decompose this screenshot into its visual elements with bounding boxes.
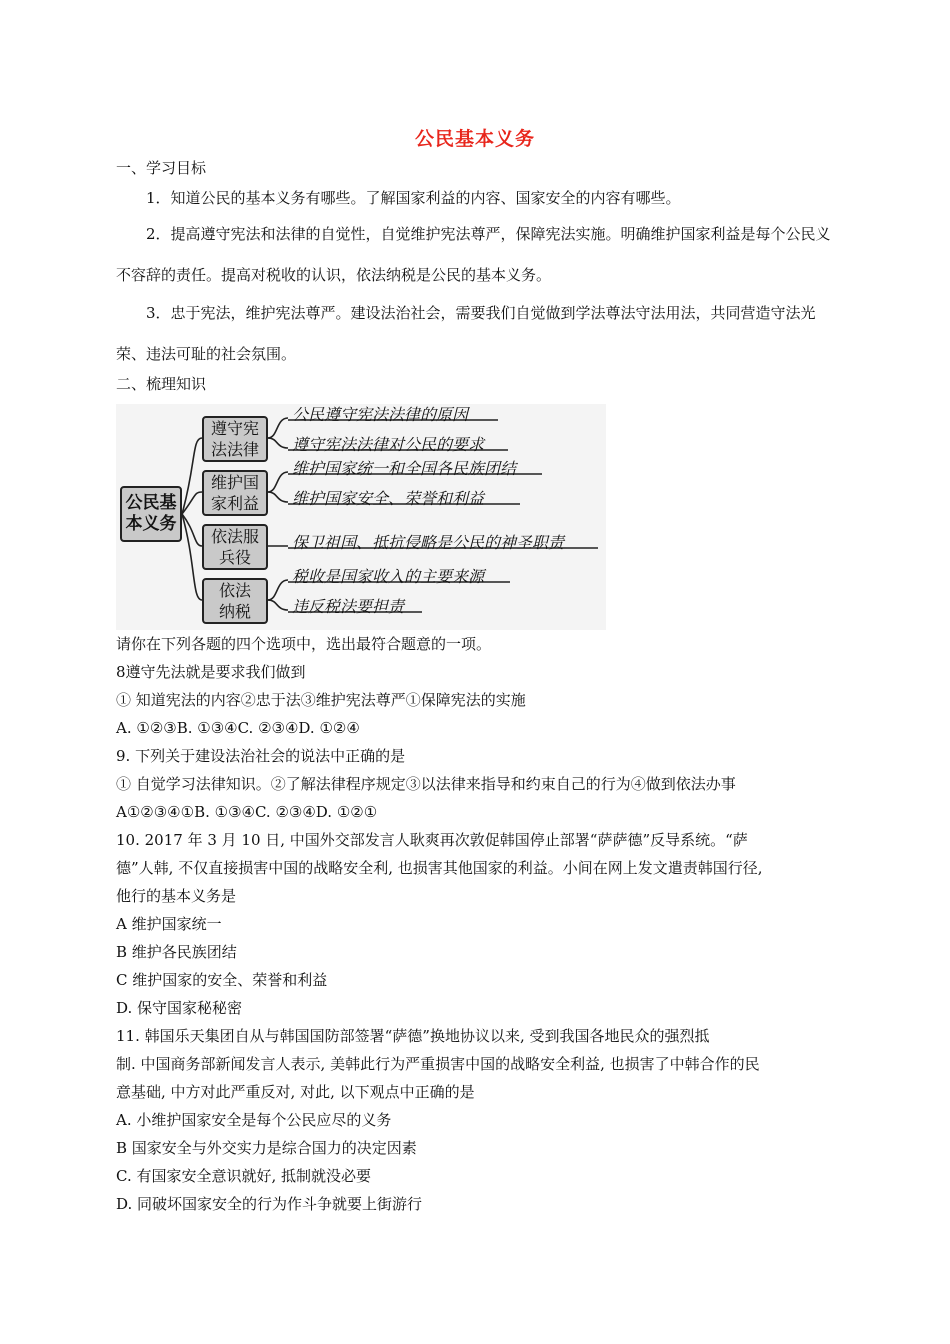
question-10-stem-line-1: 10. 2017 年 3 月 10 日, 中国外交部发言人耿爽再次敦促韩国停止部署“萨萨德”反导系统。“萨 (116, 831, 748, 849)
section-heading-goals: 一、学习目标 (116, 159, 207, 177)
question-11-choice-b: B 国家安全与外交实力是综合国力的决定因素 (116, 1139, 417, 1157)
goal-item-1: 1．知道公民的基本义务有哪些。了解国家利益的内容、国家安全的内容有哪些。 (146, 189, 681, 207)
question-10-choice-c: C 维护国家的安全、荣誉和利益 (116, 971, 328, 989)
leaf-unity: 维护国家统一和全国各民族团结 (292, 459, 517, 478)
question-9-options: A①②③④①B. ①③④C. ②③④D. ①②① (116, 803, 378, 821)
question-8-stem: 8遵守先法就是要求我们做到 (116, 663, 306, 681)
knowledge-mind-map (116, 404, 606, 630)
branch-military-service: 依法服 兵役 (202, 524, 268, 570)
leaf-tax-source: 税收是国家收入的主要来源 (292, 567, 485, 586)
question-10-choice-d: D. 保守国家秘秘密 (116, 999, 243, 1017)
question-11-choice-a: A. 小维护国家安全是每个公民应尽的义务 (116, 1111, 392, 1129)
question-11-stem-line-3: 意基础, 中方对此严重反对, 对此, 以下观点中正确的是 (116, 1083, 475, 1101)
branch-pay-taxes: 依法 纳税 (202, 578, 268, 624)
leaf-obey-requirement: 遵守宪法法律对公民的要求 (292, 435, 485, 454)
question-11-choice-d: D. 同破坏国家安全的行为作斗争就要上街游行 (116, 1195, 423, 1213)
question-8-statements: ① 知道宪法的内容②忠于法③维护宪法尊严①保障宪法的实施 (116, 691, 526, 709)
leaf-obey-reason: 公民遵守宪法法律的原因 (292, 405, 469, 424)
question-9-statements: ① 自觉学习法律知识。②了解法律程序规定③以法律来指导和约束自己的行为④做到依法办事 (116, 775, 736, 793)
goal-item-2: 2．提高遵守宪法和法律的自觉性，自觉维护宪法尊严，保障宪法实施。明确维护国家利益是每个公民义不容辞的责任。提高对税收的认识，依法纳税是公民的基本义务。 (116, 225, 831, 284)
question-10-choice-a: A 维护国家统一 (116, 915, 222, 933)
leaf-tax-liability: 违反税法要担责 (292, 597, 405, 616)
leaf-defend: 保卫祖国、抵抗侵略是公民的神圣职责 (292, 533, 565, 552)
question-10-stem-line-3: 他行的基本义务是 (116, 887, 237, 905)
question-11-stem-line-1: 11. 韩国乐天集团自从与韩国国防部签署“萨德”换地协议以来, 受到我国各地民众的强烈抵 (116, 1027, 710, 1045)
question-8-options: A. ①②③B. ①③④C. ②③④D. ①②④ (116, 719, 360, 737)
mind-map-root: 公民基 本义务 (120, 486, 182, 542)
branch-national-interest: 维护国 家利益 (202, 470, 268, 516)
question-11-choice-c: C. 有国家安全意识就好, 抵制就没必要 (116, 1167, 372, 1185)
section-heading-knowledge: 二、梳理知识 (116, 375, 207, 393)
branch-obey-constitution: 遵守宪 法法律 (202, 416, 268, 462)
leaf-security: 维护国家安全、荣誉和利益 (292, 489, 485, 508)
goal-item-3: 3．忠于宪法，维护宪法尊严。建设法治社会，需要我们自觉做到学法尊法守法用法，共同营造守法光荣、违法可耻的社会氛围。 (116, 304, 816, 363)
question-11-stem-line-2: 制. 中国商务部新闻发言人表示, 美韩此行为严重损害中国的战略安全利益, 也损害了中韩合作的民 (116, 1055, 760, 1073)
page-title: 公民基本义务 (414, 128, 535, 150)
question-10-stem-line-2: 德”人韩, 不仅直接损害中国的战略安全利, 也损害其他国家的利益。小间在网上发文遣责韩国行径, (116, 859, 763, 877)
question-10-choice-b: B 维护各民族团结 (116, 943, 237, 961)
question-9-stem: 9. 下列关于建设法治社会的说法中正确的是 (116, 747, 406, 765)
instruction: 请你在下列各题的四个选项中，选出最符合题意的一项。 (116, 635, 492, 653)
